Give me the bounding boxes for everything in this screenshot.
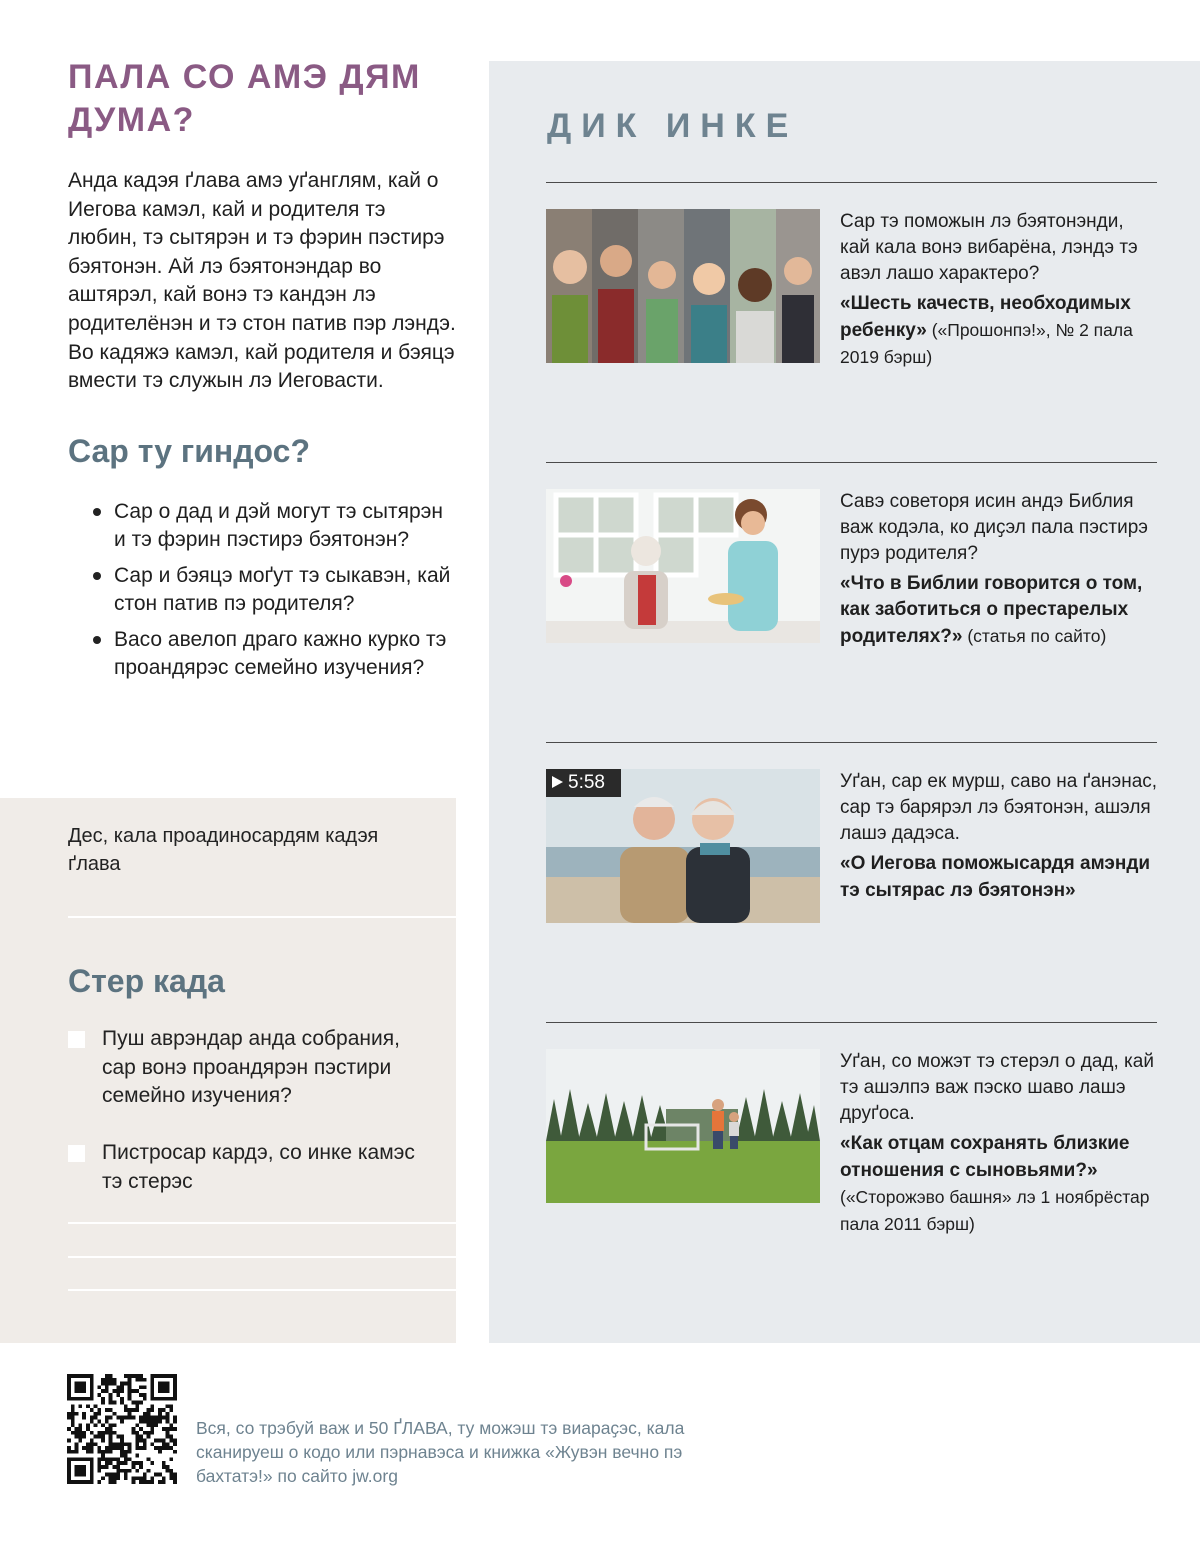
explore-question: Уґан, со можэт тэ стерэл о дад, кай тэ ашэлпэ важ пэско шаво лашэ друґоса. [840, 1051, 1154, 1124]
footer-note: Вся, со трэбуй важ и 50 ҐЛАВА, ту можэш тэ виараҫэс, кала сканируеш о кодо или пэрнавэса и книжка «Жувэн вечно пэ бахтатэ!» по сайто jw.org [196, 1418, 685, 1486]
father-son-photo[interactable] [546, 1049, 820, 1203]
try-this-box [0, 798, 456, 1343]
review-question-list [68, 498, 460, 682]
task-item[interactable]: Пистросар кардэ, со инке камэс тэ стерэс [68, 1139, 428, 1196]
caregiver-photo[interactable] [546, 489, 820, 643]
video-duration-badge: 5:58 [546, 769, 621, 797]
article-link[interactable]: «Что в Библии говорится о том, как заботиться о престарелых родителях?» (статья по сайто) [840, 573, 1143, 647]
play-icon [552, 776, 563, 788]
explore-question: Сар тэ поможын лэ бэятонэнди, кай кала вонэ вибарёна, лэндэ тэ авэл лашо характеро? [840, 211, 1138, 284]
explore-question: Уґан, сар ек мурш, саво на ґанэнас, сар тэ барярэл лэ бэятонэн, ашэля лашэ дадэса. [840, 771, 1158, 844]
summary-heading: ПАЛА СО АМЭ ДЯМ ДУМА? [68, 58, 421, 139]
summary-text: Анда кадэя ґлава амэ уґанглям, кай о Иегова камэл, кай и родителя тэ любин, тэ сытярэн и тэ фэрин пэстирэ бэятонэн. Ай лэ бэятонэндар во аштярэл, кай вонэ тэ кандэн лэ родителёнэн и тэ стон патив пэр лэндэ. Во кадяжэ камэл, кай родителя и бэяцэ вмести тэ служын лэ Иеговасти. [68, 169, 456, 393]
task-item[interactable]: Пуш аврэндар анда собрания, сар вонэ проандярэн пэстири семейно изучения? [68, 1025, 428, 1111]
bullet-icon [93, 508, 101, 516]
try-heading: Стер када [68, 963, 225, 999]
explore-heading: ДИК ИНКЕ [547, 107, 799, 145]
explore-question: Савэ советоря исин андэ Библия важ кодэла, ко диҫэл пала пэстирэ пурэ родителя? [840, 491, 1148, 564]
review-section [68, 432, 460, 690]
checkbox-icon[interactable] [68, 1145, 85, 1162]
writing-line [68, 1222, 456, 1224]
bullet-icon [93, 572, 101, 580]
divider [546, 182, 1157, 183]
writing-line [68, 1256, 456, 1258]
checkbox-icon[interactable] [68, 1031, 85, 1048]
divider [546, 1022, 1157, 1023]
article-link[interactable]: «Шесть качеств, необходимых ребенку» («Прошонпэ!», № 2 пала 2019 бэрш) [840, 293, 1133, 367]
children-photo[interactable] [546, 209, 820, 363]
qr-code-icon[interactable] [67, 1374, 177, 1484]
review-question: Сар и бэяцэ моґут тэ сыкавэн, кай стон патив пэ родителя? [68, 562, 460, 618]
video-link[interactable]: «О Иегова поможысардя амэнди тэ сытярас лэ бэятонэн» [840, 853, 1151, 901]
article-link[interactable]: «Как отцам сохранять близкие отношения с сыновьями?» («Сторожэво башня» лэ 1 ноябрёстар пала 2011 бэрш) [840, 1133, 1150, 1234]
divider [68, 916, 456, 918]
review-question: Васо авелоп драго кажно курко тэ проандярэс семейно изучения? [68, 626, 460, 682]
bullet-icon [93, 636, 101, 644]
video-thumbnail[interactable] [546, 769, 820, 923]
divider [546, 462, 1157, 463]
divider [546, 742, 1157, 743]
review-heading: Сар ту гиндос? [68, 433, 310, 469]
explore-more-panel [489, 61, 1200, 1343]
lesson-summary [68, 56, 460, 396]
review-question: Сар о дад и дэй могут тэ сытярэн и тэ фэрин пэстирэ бэятонэн? [68, 498, 460, 554]
writing-line [68, 1289, 456, 1291]
lesson-done-label: Дес, кала проадиносардям кадэя ґлава [68, 825, 379, 875]
